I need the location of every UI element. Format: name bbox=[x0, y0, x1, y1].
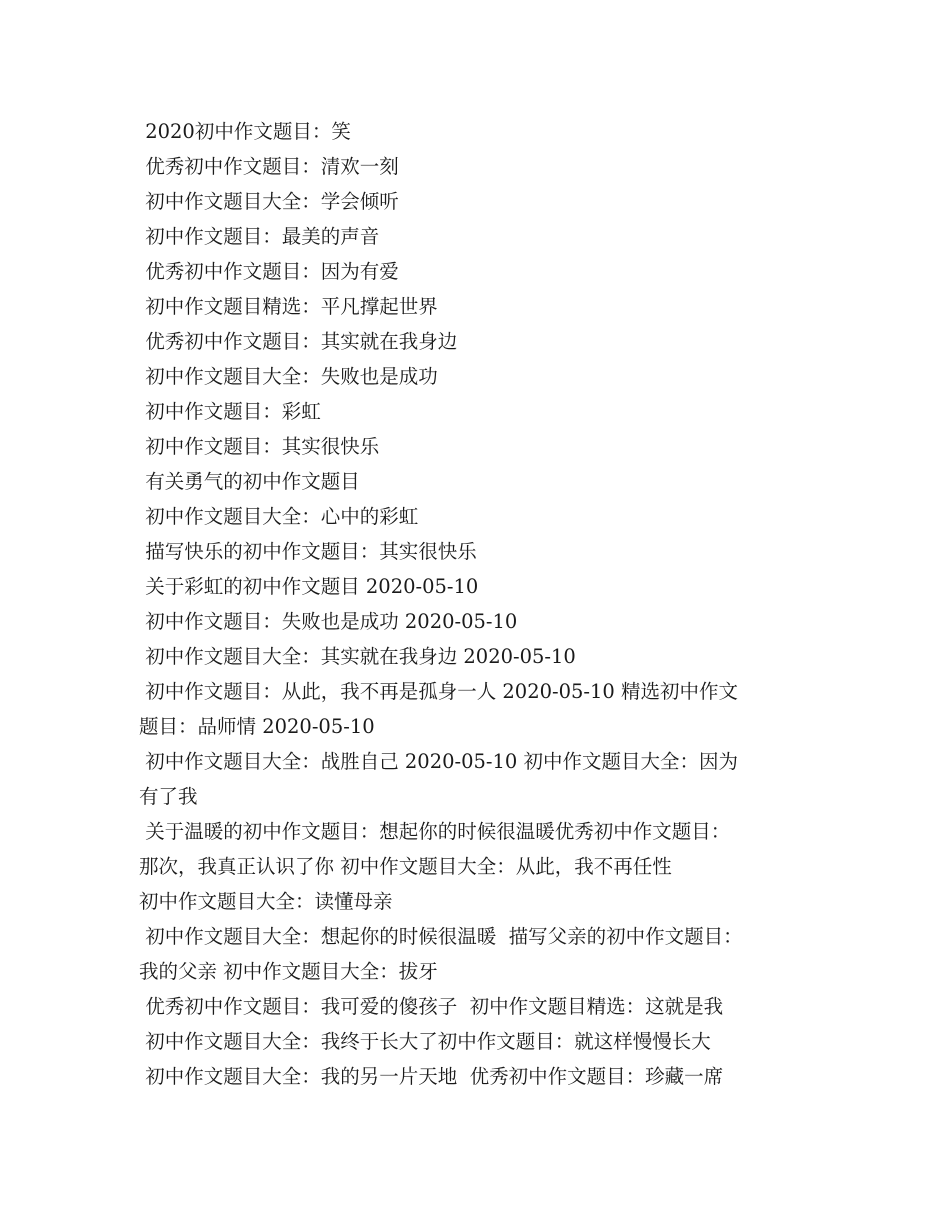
text-line: 我的父亲 初中作文题目大全：拔牙 bbox=[139, 960, 438, 983]
text-line: 初中作文题目大全：学会倾听 bbox=[139, 190, 399, 213]
text-line: 题目：品师情 2020-05-10 bbox=[139, 715, 375, 738]
text-line: 那次，我真正认识了你 初中作文题目大全：从此，我不再任性 bbox=[139, 855, 672, 878]
text-line: 优秀初中作文题目：因为有爱 bbox=[139, 260, 399, 283]
text-line: 2020初中作文题目：笑 bbox=[139, 120, 351, 143]
text-line: 初中作文题目大全：想起你的时候很温暖 描写父亲的初中作文题目： bbox=[139, 925, 743, 948]
document-body bbox=[139, 114, 829, 1094]
text-line: 优秀初中作文题目：我可爱的傻孩子 初中作文题目精选：这就是我 bbox=[139, 995, 724, 1018]
text-line: 初中作文题目：从此，我不再是孤身一人 2020-05-10 精选初中作文 bbox=[139, 680, 739, 703]
text-line: 初中作文题目精选：平凡撑起世界 bbox=[139, 295, 438, 318]
text-line: 优秀初中作文题目：清欢一刻 bbox=[139, 155, 399, 178]
text-line: 关于温暖的初中作文题目：想起你的时候很温暖优秀初中作文题目： bbox=[139, 820, 731, 843]
text-line: 关于彩虹的初中作文题目 2020-05-10 bbox=[139, 575, 479, 598]
text-line: 初中作文题目大全：其实就在我身边 2020-05-10 bbox=[139, 645, 576, 668]
text-line: 初中作文题目大全：我的另一片天地 优秀初中作文题目：珍藏一席 bbox=[139, 1065, 724, 1088]
text-line: 初中作文题目：彩虹 bbox=[139, 400, 321, 423]
text-line: 初中作文题目大全：战胜自己 2020-05-10 初中作文题目大全：因为 bbox=[139, 750, 739, 773]
text-line: 有关勇气的初中作文题目 bbox=[139, 470, 360, 493]
text-line: 优秀初中作文题目：其实就在我身边 bbox=[139, 330, 458, 353]
text-line: 有了我 bbox=[139, 785, 198, 808]
text-line: 描写快乐的初中作文题目：其实很快乐 bbox=[139, 540, 477, 563]
text-line: 初中作文题目大全：心中的彩虹 bbox=[139, 505, 419, 528]
text-line: 初中作文题目：其实很快乐 bbox=[139, 435, 380, 458]
text-line: 初中作文题目大全：读懂母亲 bbox=[139, 890, 393, 913]
text-line: 初中作文题目大全：我终于长大了初中作文题目：就这样慢慢长大 bbox=[139, 1030, 711, 1053]
text-line: 初中作文题目：最美的声音 bbox=[139, 225, 380, 248]
text-line: 初中作文题目大全：失败也是成功 bbox=[139, 365, 438, 388]
text-line: 初中作文题目：失败也是成功 2020-05-10 bbox=[139, 610, 518, 633]
